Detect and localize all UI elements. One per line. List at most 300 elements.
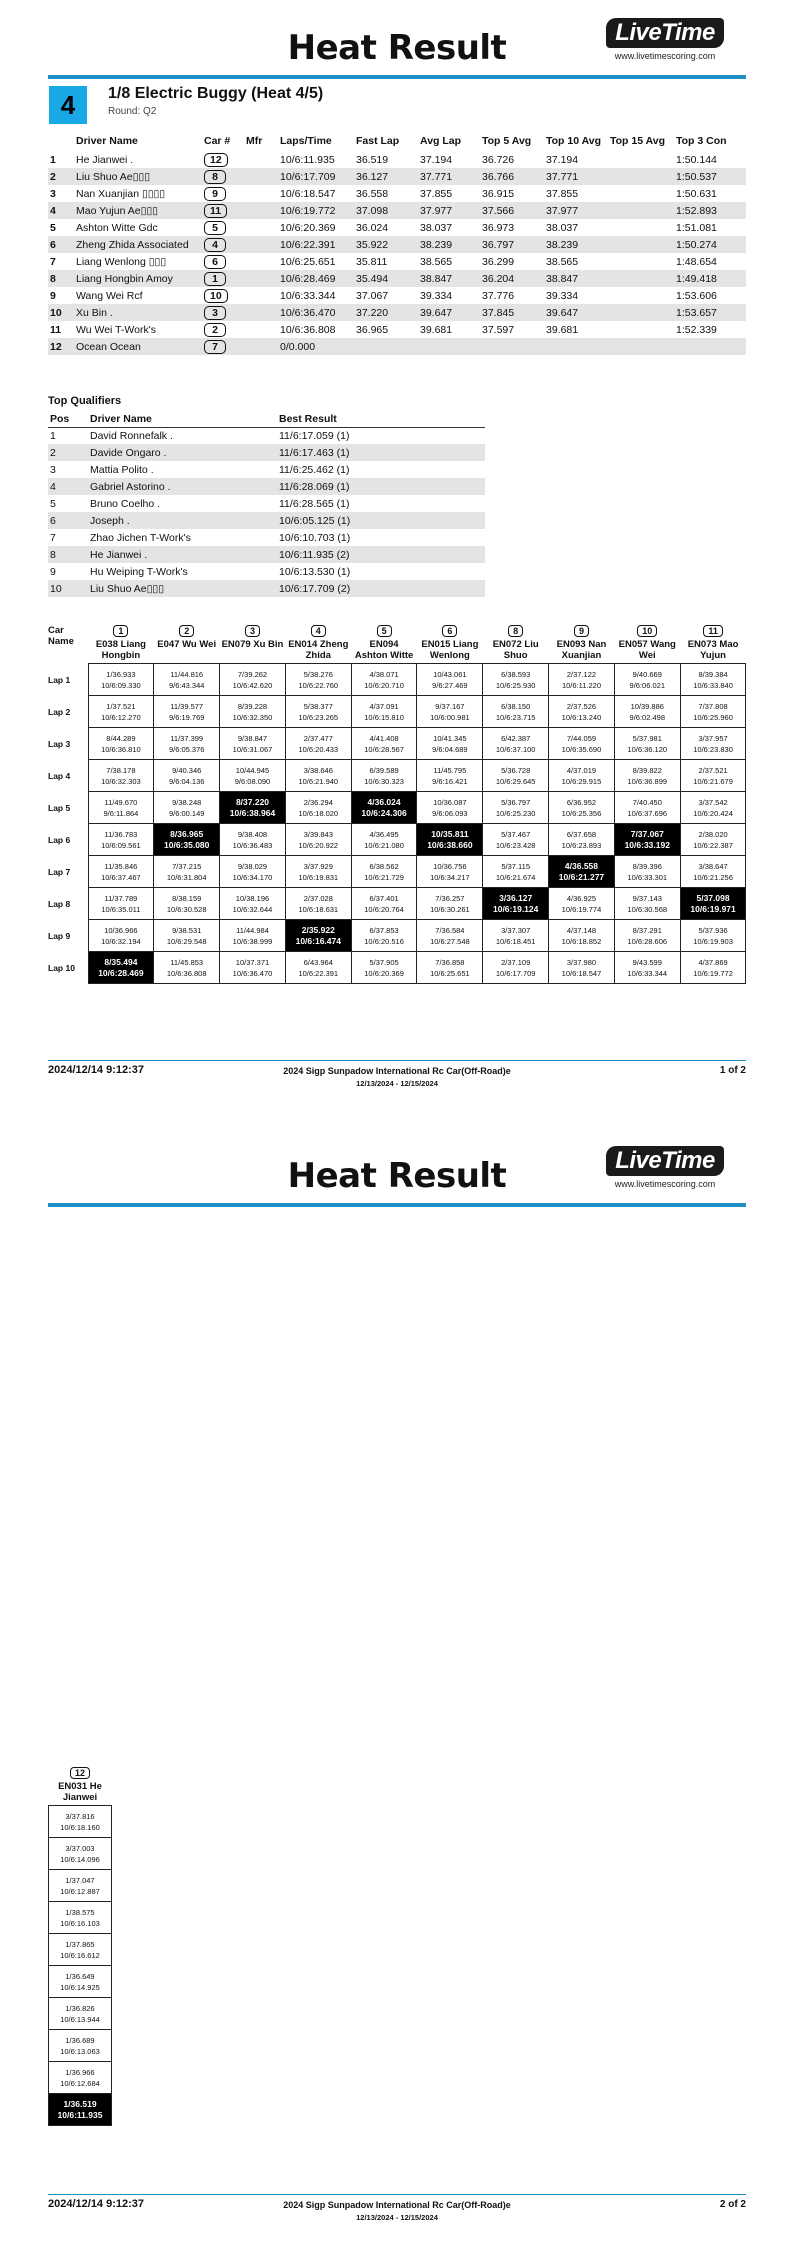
lap-cell (549, 920, 615, 952)
lap-driver-header (417, 625, 483, 664)
footer-event-name: 2024 Sigp Sunpadow International Rc Car(Off-Road)e (283, 2200, 511, 2210)
best-lap-cell (88, 952, 154, 984)
print-timestamp: 2024/12/14 9:12:37 (48, 1064, 145, 1076)
cumulative-time: 10/6:37.696 (627, 808, 668, 818)
lap-time: 3/39.843 (303, 829, 333, 839)
lap-label: Lap 1 (48, 674, 71, 685)
lap-cell (285, 792, 351, 824)
cumulative-time: 10/6:30.323 (364, 776, 404, 786)
tq-pos: 1 (50, 429, 56, 442)
result-top15 (608, 236, 674, 253)
car-number-badge: 11 (703, 625, 723, 637)
cumulative-time: 10/6:09.561 (101, 840, 141, 850)
lap-time: 5/37.115 (501, 861, 530, 871)
result-top15 (608, 185, 674, 202)
lap-cell (483, 856, 549, 888)
result-laps: 10/6:22.391 (278, 236, 354, 253)
lap-cell (549, 792, 615, 824)
cumulative-time: 10/6:36.808 (166, 968, 207, 978)
result-driver: Xu Bin . (74, 304, 202, 321)
result-fast (354, 338, 418, 355)
lap-time: 2/37.526 (566, 701, 597, 711)
lap-cell (154, 952, 220, 984)
tq-pos: 6 (48, 512, 88, 529)
lap-time: 4/36.024 (367, 796, 401, 807)
lap-row (48, 856, 746, 888)
lap-row (48, 952, 746, 984)
result-fast: 35.811 (356, 255, 388, 268)
footer-rule (48, 2194, 746, 2195)
result-fast: 37.098 (354, 202, 418, 219)
result-top5: 37.597 (482, 323, 515, 336)
cumulative-time: 10/6:12.887 (60, 1886, 100, 1896)
result-top10 (544, 338, 608, 355)
lap-time: 11/45.795 (433, 765, 467, 775)
page-2 (0, 1122, 794, 2244)
result-laps: 10/6:18.547 (280, 187, 336, 200)
best-lap-cell (154, 824, 220, 856)
cumulative-time: 10/6:18.160 (60, 1822, 100, 1832)
lap-cell (417, 888, 483, 920)
best-lap-cell (680, 888, 746, 920)
lap-cell (680, 824, 746, 856)
lap-time: 7/36.858 (435, 957, 465, 967)
lap-cell (285, 888, 351, 920)
lap-cell (417, 696, 483, 728)
cumulative-time: 10/6:09.330 (101, 680, 141, 690)
cumulative-time: 10/6:36.810 (101, 744, 141, 754)
tq-driver: He Jianwei . (88, 546, 277, 563)
result-driver: Wu Wei T-Work's (76, 323, 156, 336)
result-top10: 37.855 (546, 187, 579, 200)
lap-time: 3/37.980 (566, 957, 597, 967)
lap-row (49, 1870, 112, 1902)
lap-time: 8/39.228 (237, 701, 268, 711)
result-avg (418, 338, 480, 355)
result-top5: 37.776 (482, 289, 515, 302)
tq-best: 10/6:10.703 (1) (279, 531, 351, 544)
lap-time: 7/36.584 (435, 925, 465, 935)
cumulative-time: 10/6:11.935 (57, 2109, 103, 2120)
cumulative-time: 10/6:18.547 (561, 968, 602, 978)
lap-cell (154, 664, 220, 696)
result-top5: 36.726 (482, 153, 515, 166)
car-number-badge: 11 (204, 204, 227, 218)
tq-pos: 3 (50, 463, 56, 476)
cumulative-time: 10/6:20.764 (364, 904, 404, 914)
lap-time: 9/43.599 (632, 957, 662, 967)
lap-driver-header (483, 625, 549, 664)
lap-time: 3/37.307 (501, 925, 531, 935)
logo-text: LiveTime (606, 1146, 724, 1176)
cumulative-time: 10/6:19.831 (298, 872, 339, 882)
result-mfr (244, 253, 278, 270)
lap-cell (549, 824, 615, 856)
tq-driver: Hu Weiping T-Work's (90, 565, 188, 578)
lap-time: 11/44.984 (236, 925, 269, 935)
result-top10: 38.565 (546, 255, 579, 268)
lap-driver-header (680, 625, 746, 664)
lap-cell (614, 856, 680, 888)
lap-time: 2/37.477 (303, 733, 333, 743)
cumulative-time: 9/6:04.136 (168, 776, 205, 786)
cumulative-time: 10/6:28.469 (98, 967, 144, 978)
lap-row (49, 1902, 112, 1934)
lap-time: 1/36.649 (65, 1971, 95, 1981)
cumulative-time: 10/6:36.899 (627, 776, 668, 786)
lap-time: 8/37.291 (632, 925, 662, 935)
cumulative-time: 9/6:04.689 (432, 744, 468, 754)
footer-event-dates: 12/13/2024 - 12/15/2024 (356, 2213, 438, 2222)
results-row (48, 253, 746, 270)
cumulative-time: 10/6:35.690 (561, 744, 602, 754)
result-car (202, 185, 244, 202)
lap-time: 6/39.589 (369, 765, 399, 775)
lap-cell (49, 1966, 112, 1998)
car-number-badge: 7 (204, 340, 226, 354)
result-car (202, 202, 244, 219)
lap-cell (351, 952, 417, 984)
cumulative-time: 10/6:15.810 (364, 712, 404, 722)
result-top15 (608, 151, 674, 168)
lap-time: 2/37.122 (566, 669, 597, 679)
result-avg: 38.239 (418, 236, 480, 253)
results-row (48, 236, 746, 253)
result-car (202, 168, 244, 185)
cumulative-time: 10/6:38.999 (232, 936, 273, 946)
car-number-badge: 2 (204, 323, 226, 337)
lap-cell (680, 952, 746, 984)
result-top10: 38.037 (546, 221, 579, 234)
lap-cell (285, 952, 351, 984)
cumulative-time: 10/6:33.301 (627, 872, 668, 882)
lap-cell (154, 760, 220, 792)
lap-time: 6/43.964 (303, 957, 333, 967)
result-fast: 36.024 (356, 221, 389, 234)
lap-cell (49, 2062, 112, 2094)
tq-pos: 8 (48, 546, 88, 563)
lap-cell (49, 1902, 112, 1934)
lap-time: 4/37.869 (698, 957, 728, 967)
result-mfr (244, 338, 278, 355)
lap-cell (614, 792, 680, 824)
lap-cell (88, 824, 154, 856)
lap-time: 5/37.098 (696, 892, 730, 903)
cumulative-time: 9/6:08.090 (234, 776, 271, 786)
lap-cell (285, 856, 351, 888)
result-car (202, 287, 244, 304)
cumulative-time: 10/6:18.451 (495, 936, 536, 946)
col-avg: Avg Lap (420, 135, 462, 147)
result-top3: 1:53.606 (676, 289, 717, 302)
lap-label: Lap 6 (48, 834, 71, 845)
cumulative-time: 10/6:37.467 (101, 872, 141, 882)
lap-cell (49, 1998, 112, 2030)
lap-time: 8/39.396 (632, 861, 662, 871)
lap-row (49, 2062, 112, 2094)
result-pos: 1 (50, 153, 56, 166)
lap-cell (220, 920, 286, 952)
result-car (202, 270, 244, 287)
cumulative-time: 10/6:23.715 (495, 712, 536, 722)
cumulative-time: 10/6:30.261 (430, 904, 470, 914)
result-top3: 1:52.893 (674, 202, 746, 219)
col-top10: Top 10 Avg (546, 135, 602, 147)
driver-name: E038 Liang Hongbin (95, 639, 146, 661)
tq-row (48, 461, 485, 478)
lap-time: 6/37.401 (369, 893, 399, 903)
lap-time: 8/38.159 (172, 893, 202, 903)
car-number-badge: 2 (179, 625, 194, 637)
footer-rule (48, 1060, 746, 1061)
result-top5: 36.973 (482, 221, 515, 234)
lap-cell (614, 952, 680, 984)
cumulative-time: 10/6:32.303 (101, 776, 141, 786)
result-mfr (244, 185, 278, 202)
lap-time: 7/37.067 (630, 828, 664, 839)
car-number-badge: 5 (377, 625, 392, 637)
lap-cell (417, 792, 483, 824)
result-mfr (244, 151, 278, 168)
lap-cell (680, 664, 746, 696)
result-top5: 36.299 (482, 255, 515, 268)
tq-best: 10/6:05.125 (1) (277, 512, 485, 529)
cumulative-time: 9/6:05.376 (168, 744, 205, 754)
driver-name: EN014 Zheng Zhida (288, 639, 349, 661)
lap-time: 11/37.789 (104, 893, 138, 903)
cumulative-time: 10/6:18.631 (298, 904, 339, 914)
result-fast: 36.965 (356, 323, 389, 336)
lap-cell (154, 856, 220, 888)
cumulative-time: 10/6:19.772 (693, 968, 733, 978)
cumulative-time: 10/6:16.612 (60, 1950, 100, 1960)
results-row (48, 168, 746, 185)
lap-row (48, 824, 746, 856)
result-top5: 37.566 (480, 202, 544, 219)
col-laps: Laps/Time (280, 135, 332, 147)
best-lap-cell (483, 888, 549, 920)
result-top5: 37.845 (480, 304, 544, 321)
lap-label: Lap 8 (48, 898, 71, 909)
results-row (48, 151, 746, 168)
lap-time: 8/37.220 (235, 796, 270, 807)
page-number: 2 of 2 (719, 2199, 746, 2210)
results-row (48, 304, 746, 321)
tq-driver: Mattia Polito . (90, 463, 154, 476)
tq-driver: Joseph . (88, 512, 277, 529)
tq-pos: 7 (50, 531, 56, 544)
lap-cell (483, 920, 549, 952)
lap-cell (351, 728, 417, 760)
footer-event-name: 2024 Sigp Sunpadow International Rc Car(Off-Road)e (283, 1066, 511, 1076)
lap-time: 7/38.178 (106, 765, 136, 775)
tq-pos: 9 (50, 565, 56, 578)
lap-time: 1/38.575 (65, 1907, 95, 1917)
best-lap-cell (285, 920, 351, 952)
tq-best: 11/6:17.463 (1) (277, 444, 485, 461)
result-fast: 37.220 (354, 304, 418, 321)
lap-cell (220, 888, 286, 920)
lap-time: 8/35.494 (104, 956, 138, 967)
cumulative-time: 10/6:25.930 (495, 680, 536, 690)
lap-time: 9/38.408 (237, 829, 268, 839)
lap-time: 10/35.811 (431, 828, 469, 839)
cumulative-time: 10/6:29.645 (495, 776, 536, 786)
cumulative-time: 9/6:11.864 (103, 808, 139, 818)
lap-time: 8/39.384 (698, 669, 728, 679)
results-row (48, 202, 746, 219)
driver-name: EN093 Nan Xuanjian (556, 639, 607, 661)
lap-time: 10/39.886 (630, 701, 664, 711)
driver-name: EN079 Xu Bin (221, 639, 284, 650)
cumulative-time: 10/6:16.103 (60, 1918, 100, 1928)
result-pos: 8 (48, 270, 74, 287)
result-laps: 10/6:36.470 (278, 304, 354, 321)
result-top15 (608, 287, 674, 304)
tq-col-best: Best Result (277, 411, 485, 427)
lap-cell (220, 824, 286, 856)
result-mfr (244, 287, 278, 304)
lap-chart-table-continued (48, 1767, 112, 2126)
results-table (48, 131, 746, 355)
lap-cell (680, 856, 746, 888)
lap-row (48, 728, 746, 760)
result-laps: 0/0.000 (278, 338, 354, 355)
cumulative-time: 10/6:21.679 (693, 776, 733, 786)
lap-time: 1/36.933 (106, 669, 136, 679)
col-pos (48, 131, 74, 151)
result-mfr (244, 236, 278, 253)
car-number-badge: 9 (574, 625, 589, 637)
cumulative-time: 10/6:18.020 (298, 808, 339, 818)
cumulative-time: 10/6:21.729 (364, 872, 404, 882)
lap-time: 9/40.669 (632, 669, 662, 679)
lap-cell (49, 1806, 112, 1838)
cumulative-time: 10/6:17.709 (495, 968, 536, 978)
result-top3: 1:49.418 (674, 270, 746, 287)
cumulative-time: 10/6:25.356 (561, 808, 602, 818)
cumulative-time: 9/6:16.421 (432, 776, 468, 786)
lap-cell (614, 728, 680, 760)
lap-cell (417, 760, 483, 792)
car-number-badge: 3 (204, 306, 226, 320)
lap-time: 4/36.495 (369, 829, 399, 839)
cumulative-time: 9/6:27.469 (432, 680, 468, 690)
lap-cell (88, 920, 154, 952)
result-top5: 36.204 (480, 270, 544, 287)
lap-cell (614, 888, 680, 920)
lap-time: 1/37.047 (65, 1875, 95, 1885)
cumulative-time: 10/6:36.120 (627, 744, 668, 754)
page-title: Heat Result (287, 28, 507, 68)
cumulative-time: 10/6:19.774 (561, 904, 602, 914)
tq-best: 10/6:11.935 (2) (277, 546, 485, 563)
lap-time: 3/38.646 (303, 765, 333, 775)
result-top3: 1:50.144 (676, 153, 717, 166)
result-top15 (608, 202, 674, 219)
lap-cell (483, 792, 549, 824)
lap-time: 5/38.377 (303, 701, 333, 711)
lap-time: 5/36.797 (501, 797, 531, 807)
result-avg: 37.855 (420, 187, 453, 200)
cumulative-time: 10/6:13.240 (561, 712, 602, 722)
cumulative-time: 10/6:30.568 (627, 904, 668, 914)
lap-time: 3/38.647 (698, 861, 728, 871)
lap-cell (549, 888, 615, 920)
lap-cell (417, 728, 483, 760)
lap-cell (351, 824, 417, 856)
lap-cell (88, 728, 154, 760)
cumulative-time: 10/6:21.277 (558, 871, 605, 882)
lap-cell (483, 952, 549, 984)
result-driver: Wang Wei Rcf (76, 289, 143, 302)
cumulative-time: 10/6:29.548 (166, 936, 207, 946)
lap-row (49, 1838, 112, 1870)
lap-cell (154, 920, 220, 952)
cumulative-time: 10/6:18.852 (561, 936, 602, 946)
result-avg: 39.647 (418, 304, 480, 321)
cumulative-time: 10/6:32.644 (232, 904, 273, 914)
lap-cell (220, 664, 286, 696)
lap-row (49, 1966, 112, 1998)
cumulative-time: 10/6:19.124 (492, 903, 539, 914)
cumulative-time: 10/6:22.387 (693, 840, 733, 850)
top-qualifiers-title: Top Qualifiers (48, 395, 122, 407)
result-avg: 37.194 (420, 153, 453, 166)
lap-time: 8/39.822 (632, 765, 662, 775)
result-top10: 38.239 (544, 236, 608, 253)
cumulative-time: 10/6:23.428 (495, 840, 536, 850)
result-avg: 37.771 (418, 168, 480, 185)
cumulative-time: 10/6:22.760 (298, 680, 339, 690)
result-fast: 36.558 (356, 187, 389, 200)
lap-time: 6/37.853 (369, 925, 399, 935)
lap-label: Lap 10 (48, 962, 75, 973)
result-top5 (480, 338, 544, 355)
lap-cell (88, 888, 154, 920)
lap-cell (88, 856, 154, 888)
lap-row (49, 1806, 112, 1838)
lap-time: 9/38.847 (237, 733, 268, 743)
lap-cell (417, 920, 483, 952)
cumulative-time: 10/6:20.922 (298, 840, 339, 850)
best-lap-cell (417, 824, 483, 856)
result-top10: 39.681 (546, 323, 579, 336)
result-driver: Liu Shuo Ae▯▯▯ (74, 168, 202, 185)
col-top5: Top 5 Avg (482, 135, 532, 147)
tq-row (48, 563, 485, 580)
result-avg: 39.334 (420, 289, 453, 302)
cumulative-time: 10/6:33.192 (624, 839, 670, 850)
cumulative-time: 9/6:06.021 (629, 680, 665, 690)
car-number-badge: 12 (204, 153, 228, 167)
col-driver: Driver Name (76, 135, 138, 147)
lap-time: 4/38.071 (369, 669, 399, 679)
lap-cell (483, 664, 549, 696)
tq-best: 11/6:28.069 (1) (277, 478, 485, 495)
lap-row (49, 1998, 112, 2030)
lap-cell (285, 664, 351, 696)
tq-row (48, 478, 485, 495)
lap-time: 6/37.658 (566, 829, 597, 839)
lap-cell (680, 920, 746, 952)
result-top5: 36.915 (482, 187, 515, 200)
lap-time: 9/38.029 (237, 861, 268, 871)
event-title: 1/8 Electric Buggy (Heat 4/5) (108, 85, 324, 102)
tq-pos: 5 (50, 497, 56, 510)
lap-label: Lap 3 (48, 738, 71, 749)
lap-cell (483, 728, 549, 760)
